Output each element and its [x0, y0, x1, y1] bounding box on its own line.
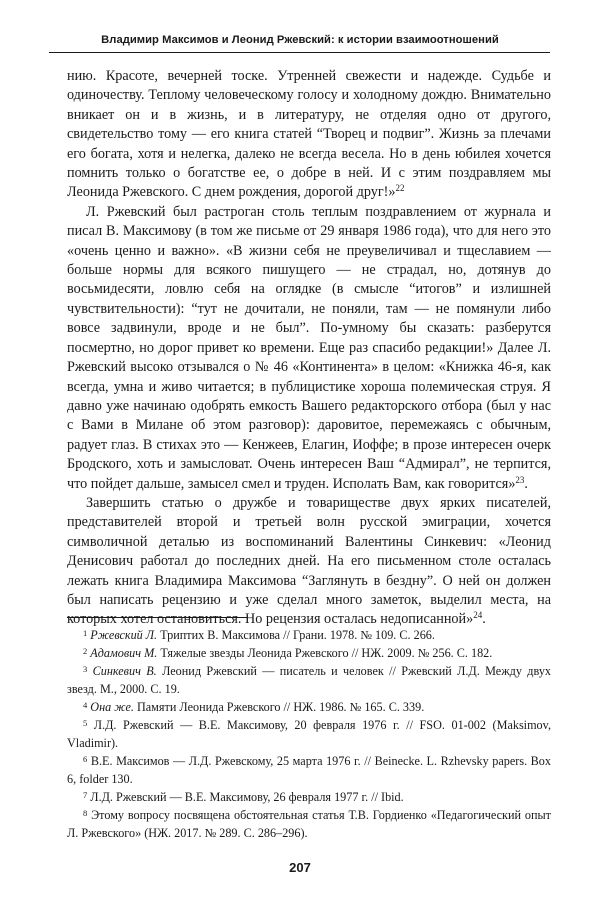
footnote-ref-23: 23 — [515, 474, 525, 485]
paragraph-1 — [67, 67, 551, 203]
main-text — [67, 67, 551, 630]
running-title: Владимир Максимов и Леонид Ржевский: к истории взаимоотношений — [101, 34, 499, 46]
footnote: $^1$ Ржевский Л. Триптих В. Максимова // Грани. 1978. № 109. С. 266. — [83, 628, 435, 642]
page-number: 207 — [289, 860, 311, 875]
paragraph-3: Завершить статью о дружбе и товариществе двух ярких писателей, представителей второй и третьей волн русской эмиграции, хочется символичной деталью из воспоминаний Валентины Синкевич: «Леонид Денисович работал до последних дней. На его письменном столе осталась лежать книга Владимира Максимова “Заглянуть в бездну”. О ней он должен был написать рецензию и уже сделал много заметок, выделил места, на которых хотел остановиться. Но рецензия осталась недописанной»$^{24}$. — [67, 494, 551, 628]
footnotes-rule — [67, 617, 247, 618]
footnote: $^5$ Л.Д. Ржевский — В.Е. Максимову, 20 февраля 1976 г. // FSO. 01-002 (Maksimov, Vladimir). — [67, 718, 551, 750]
paragraph-2: Л. Ржевский был растроган столь теплым поздравлением от журнала и писал В. Максимову (в том же письме от 29 января 1986 года), что для него это «очень ценно и важно». «В жизни себя не преувеличивал и тщеславием — больше нормы для всякого пишущего — не страдал, но, дотянув до восьмидесяти, ловлю себя на оглядке (в смысле “итогов” и излишней чувствительности): “тут не дочитали, не поняли, там — не помянули либо вовсе задвинули, вроде и не был”. По-умному бы сказать: разберутся посмертно, но дорог привет ко времени. Еще раз спасибо редакции!» Далее Л. Ржевский высоко отзывался о № 46 «Континента» в целом: «Книжка 46-я, как всегда, умна и живо читается; в публицистике хороша полемическая струя. Я давно уже начинаю одобрять емкость Вашего редакторского отбора (был у нас с Вами в Милане об этом разговор): даровитое, перемежаясь с обычным, радует глаз. В стихах это — Кенжеев, Елагин, Иоффе; в прозе интересен очерк Бродского, хоть и замысловат. Очень интересен Ваш “Адмирал”, не терпится, что пойдет дальше, замысел смел и труден. Исполать Вам, как говорится»$^{23}$. — [67, 203, 551, 492]
footnotes — [67, 627, 551, 843]
header-rule — [49, 52, 550, 53]
footnote: $^8$ Этому вопросу посвящена обстоятельная статья Т.В. Гордиенко «Педагогический опыт Л. Ржевского» (НЖ. 2017. № 289. С. 286–296). — [67, 808, 551, 840]
footnote: $^7$ Л.Д. Ржевский — В.Е. Максимову, 26 февраля 1977 г. // Ibid. — [83, 789, 404, 804]
footnote-ref-24: 24 — [473, 610, 483, 621]
footnote: $^2$ Адамович М. Тяжелые звезды Леонида Ржевского // НЖ. 2009. № 256. С. 182. — [83, 646, 493, 661]
footnote: $^3$ Синкевич В. Леонид Ржевский — писатель и человек // Ржевский Л.Д. Между двух звезд. М., 2000. С. 19. — [67, 664, 552, 696]
footnote-ref-22: 22 — [395, 183, 405, 194]
paragraph-2-text: Л. Ржевский был растроган столь теплым поздравлением от журнала и писал В. Максимову (в том же письме от 29 января 1986 года), что для него это «очень ценно и важно». «В жизни себя не преувеличивал и тщеславием — больше нормы для всякого пишущего — не страдал, но, дотянув до восьмидесяти, ловлю себя на оглядке (в смысле “итогов” и излишней чувствительности): “тут не дочитали, не поняли, там — не помянули либо вовсе задвинули, вроде и не был”. По-умному бы сказать: разберутся посмертно, но дорог привет ко времени. Еще раз спасибо редакции!» Далее Л. Ржевский высоко отзывался о № 46 «Континента» в целом: «Книжка 46-я, как всегда, умна и живо читается; в публицистике хороша полемическая струя. Я давно уже начинаю одобрять емкость Вашего редакторского отбора (был у нас с Вами в Милане об этом разговор): даровитое, перемежаясь с обычным, радует глаз. В стихах это — Кенжеев, Елагин, Иоффе; в прозе интересен очерк Бродского, хоть и замысловат. Очень интересен Ваш “Адмирал”, не терпится, что пойдет дальше, замысел смел и труден. Исполать Вам, как говорится» — [67, 203, 551, 492]
paragraph-1-text: нию. Красоте, вечерней тоске. Утренней свежести и надежде. Судьбе и одиночеству. Теплому человеческому голосу и холодному дождю. Внимательно вникает он и в жизнь, и в литературу, не отделяя одно от другого, свидетельство тому — его книга статей “Творец и подвиг”. Жизнь за плечами его богата, хотя и нелегка, далеко не всегда весела. Но в день юбилея хочется помнить только о богатстве ее, о добре в ней. И с этим поздравляем мы Леонида Ржевского. С днем рождения, дорогой друг!» — [67, 68, 551, 201]
paragraph-3-text: Завершить статью о дружбе и товариществе двух ярких писателей, представителей второй и третьей волн русской эмиграции, хочется символичной деталью из воспоминаний Валентины Синкевич: «Леонид Денисович работал до последних дней. На его письменном столе осталась лежать книга Владимира Максимова “Заглянуть в бездну”. О ней он должен был написать рецензию и уже сделал много заметок, выделил места, на которых хотел остановиться. Но рецензия осталась недописанной» — [67, 494, 551, 628]
footnote: $^6$ В.Е. Максимов — Л.Д. Ржевскому, 25 марта 1976 г. // Beinecke. L. Rzhevsky papers. Box 6, folder 130. — [67, 754, 551, 786]
footnote: $^4$ Она же. Памяти Леонида Ржевского // НЖ. 1986. № 165. С. 339. — [83, 700, 425, 715]
